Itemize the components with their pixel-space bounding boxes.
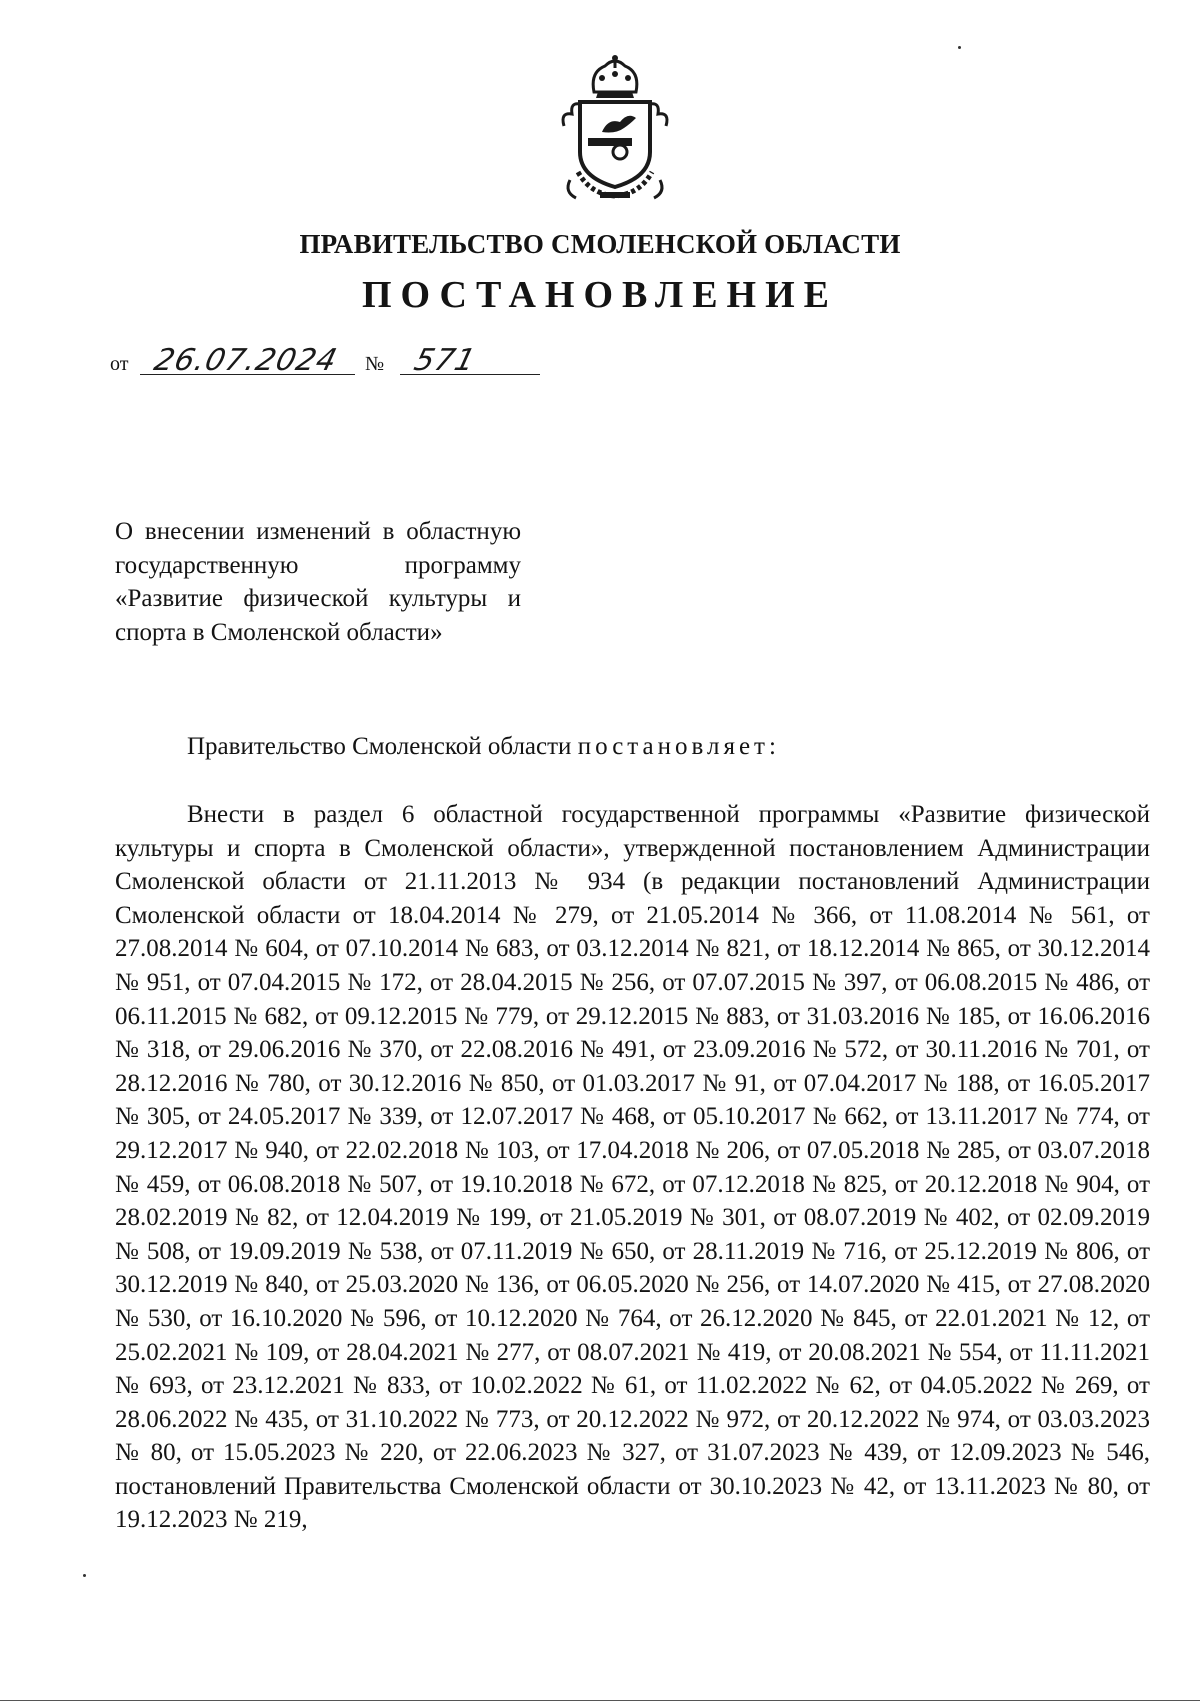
document-subject: О внесении изменений в областную государственную программу «Развитие физической культуры и спорта в Смоленской области» bbox=[115, 518, 521, 646]
decree-statement bbox=[187, 733, 780, 761]
decree-prefix: Правительство Смоленской области bbox=[187, 733, 572, 760]
scan-speck bbox=[83, 1574, 86, 1577]
page-bottom-edge bbox=[0, 1700, 1200, 1701]
government-name: ПРАВИТЕЛЬСТВО СМОЛЕНСКОЙ ОБЛАСТИ bbox=[299, 229, 901, 259]
document-type-heading: ПОСТАНОВЛЕНИЕ bbox=[361, 274, 839, 316]
date-label: от bbox=[110, 353, 129, 375]
decree-verb: постановляет: bbox=[577, 733, 780, 760]
handwritten-date: 26.07.2024 bbox=[150, 343, 342, 378]
smolensk-coat-of-arms-icon bbox=[550, 52, 680, 202]
number-label: № bbox=[365, 353, 385, 375]
scan-speck bbox=[958, 46, 961, 49]
registration-line bbox=[110, 340, 550, 380]
handwritten-number: 571 bbox=[410, 343, 480, 378]
body-paragraph: Внести в раздел 6 областной государственной программы «Развитие физической культуры и спорта в Смоленской области», утвержденной постановлением Администрации Смоленской области от 21.11.2013 № 934 (в редакции постановлений Администрации Смоленской области от 18.04.2014 № 279, от 21.05.2014 № 366, от 11.08.2014 № 561, от 27.08.2014 № 604, от 07.10.2014 № 683, от 03.12.2014 № 821, от 18.12.2014 № 865, от 30.12.2014 № 951, от 07.04.2015 № 172, от 28.04.2015 № 256, от 07.07.2015 № 397, от 06.08.2015 № 486, от 06.11.2015 № 682, от 09.12.2015 № 779, от 29.12.2015 № 883, от 31.03.2016 № 185, от 16.06.2016 № 318, от 29.06.2016 № 370, от 22.08.2016 № 491, от 23.09.2016 № 572, от 30.11.2016 № 701, от 28.12.2016 № 780, от 30.12.2016 № 850, от 01.03.2017 № 91, от 07.04.2017 № 188, от 16.05.2017 № 305, от 24.05.2017 № 339, от 12.07.2017 № 468, от 05.10.2017 № 662, от 13.11.2017 № 774, от 29.12.2017 № 940, от 22.02.2018 № 103, от 17.04.2018 № 206, от 07.05.2018 № 285, от 03.07.2018 № 459, от 06.08.2018 № 507, от 19.10.2018 № 672, от 07.12.2018 № 825, от 20.12.2018 № 904, от 28.02.2019 № 82, от 12.04.2019 № 199, от 21.05.2019 № 301, от 08.07.2019 № 402, от 02.09.2019 № 508, от 19.09.2019 № 538, от 07.11.2019 № 650, от 28.11.2019 № 716, от 25.12.2019 № 806, от 30.12.2019 № 840, от 25.03.2020 № 136, от 06.05.2020 № 256, от 14.07.2020 № 415, от 27.08.2020 № 530, от 16.10.2020 № 596, от 10.12.2020 № 764, от 26.12.2020 № 845, от 22.01.2021 № 12, от 25.02.2021 № 109, от 28.04.2021 № 277, от 08.07.2021 № 419, от 20.08.2021 № 554, от 11.11.2021 № 693, от 23.12.2021 № 833, от 10.02.2022 № 61, от 11.02.2022 № 62, от 04.05.2022 № 269, от 28.06.2022 № 435, от 31.10.2022 № 773, от 20.12.2022 № 972, от 20.12.2022 № 974, от 03.03.2023 № 80, от 15.05.2023 № 220, от 22.06.2023 № 327, от 31.07.2023 № 439, от 12.09.2023 № 546, постановлений Правительства Смоленской области от 30.10.2023 № 42, от 13.11.2023 № 80, от 19.12.2023 № 219, bbox=[115, 801, 1150, 1534]
